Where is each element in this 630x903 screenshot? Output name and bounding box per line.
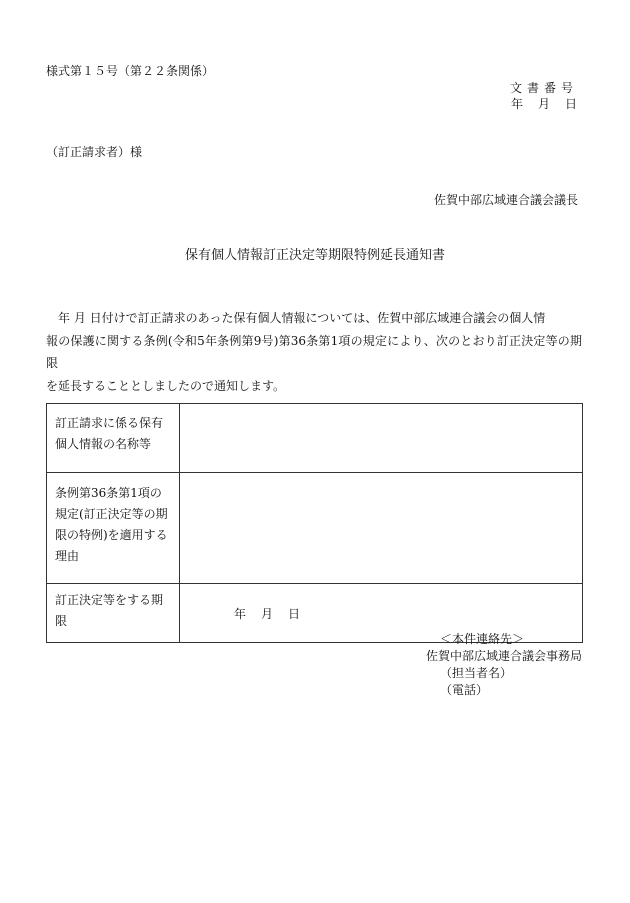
label-line: 理由 bbox=[55, 549, 80, 563]
body-line: 報の保護に関する条例(令和5年条例第9号)第36条第1項の規定により、次のとおり訂正決定等の期限 bbox=[46, 333, 582, 370]
row-label-reason bbox=[47, 473, 180, 584]
body-text bbox=[46, 307, 582, 397]
label-line: 条例第36条第1項の bbox=[55, 486, 162, 500]
row-value-record-name[interactable] bbox=[180, 404, 583, 473]
row-value-reason[interactable] bbox=[180, 473, 583, 584]
date-day-label: 日 bbox=[564, 97, 578, 111]
body-line: を延長することとしましたので通知します。 bbox=[46, 378, 286, 393]
row-label-record-name bbox=[47, 404, 180, 473]
label-line: 訂正請求に係る保有 bbox=[55, 416, 164, 430]
deadline-day-label: 日 bbox=[288, 606, 302, 621]
table-row bbox=[47, 473, 583, 584]
table-row bbox=[47, 404, 583, 473]
deadline-year-label: 年 bbox=[234, 606, 248, 621]
contact-block bbox=[426, 631, 582, 699]
info-table bbox=[46, 403, 583, 643]
document-date bbox=[497, 96, 578, 113]
date-month-label: 月 bbox=[537, 97, 551, 111]
contact-person: （担当者名） bbox=[440, 666, 513, 680]
label-line: 限 bbox=[55, 614, 68, 628]
contact-heading: ＜本件連絡先＞ bbox=[440, 632, 525, 646]
contact-phone: （電話） bbox=[440, 683, 489, 697]
label-line: 個人情報の名称等 bbox=[55, 437, 152, 451]
deadline-month-label: 月 bbox=[261, 606, 275, 621]
label-line: 限の特例)を適用する bbox=[55, 528, 168, 542]
document-title: 保有個人情報訂正決定等期限特例延長通知書 bbox=[184, 248, 445, 263]
contact-office: 佐賀中部広域連合議会事務局 bbox=[426, 649, 583, 663]
document-number-label: 文書番号 bbox=[509, 81, 578, 95]
row-label-deadline bbox=[47, 584, 180, 643]
label-line: 訂正決定等をする期 bbox=[55, 593, 164, 607]
body-line: 年 月 日付けで訂正請求のあった保有個人情報については、佐賀中部広域連合議会の個人情 bbox=[46, 311, 546, 325]
sender: 佐賀中部広域連合議会議長 bbox=[433, 193, 578, 207]
recipient: （訂正請求者）様 bbox=[46, 145, 143, 159]
label-line: 規定(訂正決定等の期 bbox=[55, 507, 168, 521]
form-number: 様式第１５号（第２２条関係） bbox=[46, 64, 215, 78]
date-year-label: 年 bbox=[510, 97, 524, 111]
